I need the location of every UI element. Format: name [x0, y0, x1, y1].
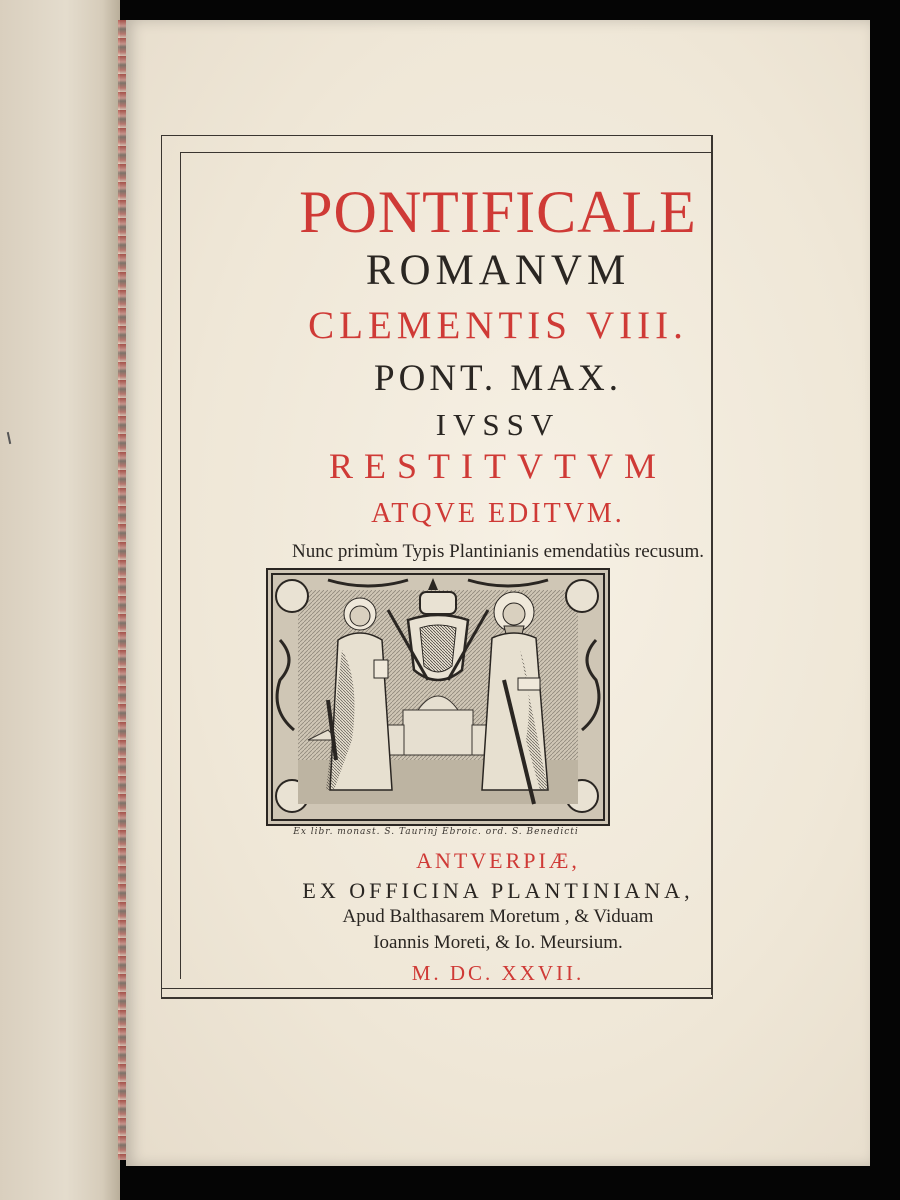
- facing-page-mark: [7, 432, 11, 444]
- title-restitutum: RESTITVTVM: [329, 446, 667, 486]
- imprint-publishers: Apud Balthasarem Moretum , & Viduam: [342, 906, 654, 927]
- imprint-date: M. DC. XXVII.: [411, 961, 585, 985]
- imprint-city: ANTVERPIÆ,: [416, 848, 580, 873]
- title-romanum: ROMANVM: [365, 247, 631, 294]
- ownership-inscription: Ex libr. monast. S. Taurinj Ebroic. ord. S. Benedicti: [293, 827, 579, 837]
- title-pontificale: PONTIFICALE: [299, 179, 697, 245]
- title-clementis: CLEMENTIS VIII.: [308, 304, 688, 347]
- engraving-saints-peter-paul: [266, 568, 610, 826]
- title-page: [126, 20, 870, 1166]
- subtitle-nunc-primum: Nunc primùm Typis Plantinianis emendatiùs recusum.: [291, 541, 705, 562]
- facing-page: [0, 0, 120, 1200]
- frame-bottom-rule: [161, 988, 713, 989]
- title-atque-editum: ATQVE EDITVM.: [371, 498, 625, 529]
- imprint-office: EX OFFICINA PLANTINIANA,: [302, 878, 694, 903]
- title-pont-max: PONT. MAX.: [374, 358, 622, 399]
- title-iussu: IVSSV: [435, 407, 561, 442]
- imprint-publishers-cont: Ioannis Moreti, & Io. Meursium.: [373, 932, 623, 953]
- frame-bottom-rule-outer: [161, 997, 713, 998]
